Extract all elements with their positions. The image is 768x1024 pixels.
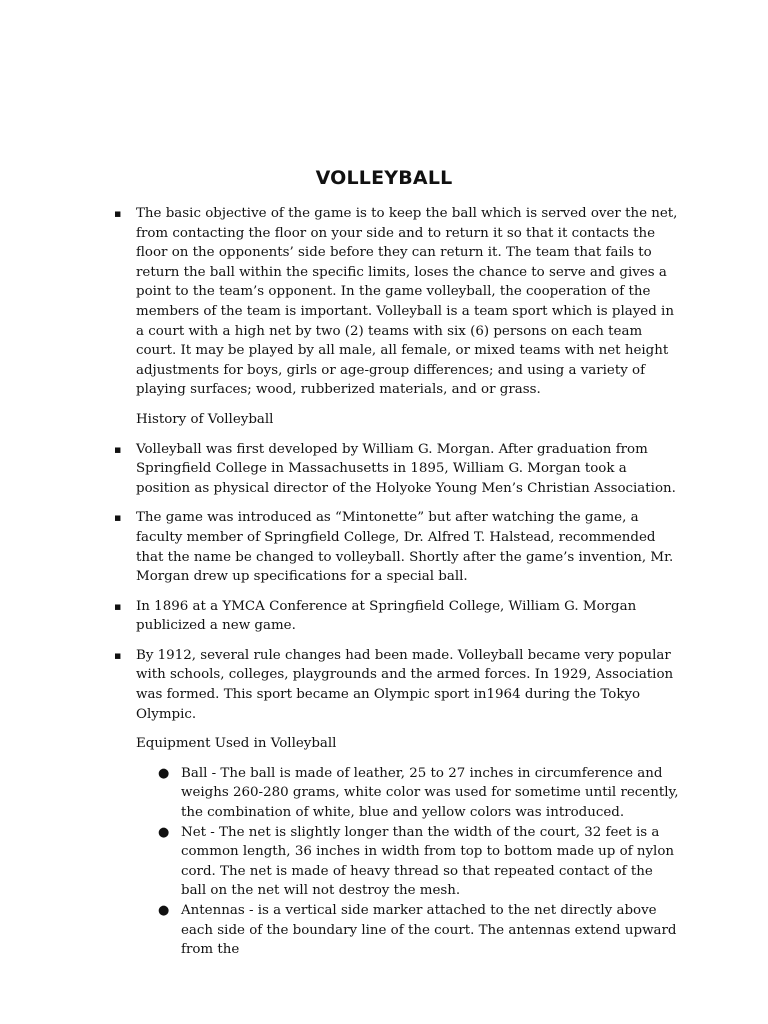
bullet-dot-icon: ● — [158, 824, 170, 840]
intro-paragraph — [114, 204, 680, 400]
history-heading: History of Volleyball — [136, 411, 274, 427]
history-item — [114, 440, 680, 499]
equipment-item-text: Net - The net is slightly longer than the width of the court, 32 feet is a common length, 36 inches in width from top to bottom made up of nylon cord. The net is made of heavy thread so that repeated contact of the ball on the net will not destroy the mesh. — [181, 824, 675, 899]
page-title: VOLLEYBALL — [315, 167, 453, 189]
equipment-item — [158, 764, 681, 823]
history-item-text: By 1912, several rule changes had been made. Volleyball became very popular with schools, colleges, playgrounds and the armed forces. In 1929, Association was formed. This sport became an Olympic sport in1964 during the Tokyo Olympic. — [136, 647, 674, 722]
equipment-item-text: Antennas - is a vertical side marker attached to the net directly above each side of the boundary line of the court. The antennas extend upward from the — [181, 903, 677, 958]
history-item-text: In 1896 at a YMCA Conference at Springfield College, William G. Morgan publicized a new game. — [136, 598, 637, 634]
bullet-square-icon: ▪ — [114, 648, 122, 662]
history-item — [114, 646, 680, 724]
equipment-heading: Equipment Used in Volleyball — [136, 736, 337, 752]
equipment-item — [158, 901, 681, 960]
bullet-square-icon: ▪ — [114, 599, 122, 613]
history-item-text: Volleyball was first developed by William G. Morgan. After graduation from Springfield College in Massachusetts in 1895, William G. Morgan took a position as physical director of the Holyoke Young Men’s Christian Association. — [136, 441, 676, 496]
equipment-item — [158, 823, 681, 901]
history-item — [114, 597, 680, 636]
bullet-square-icon: ▪ — [114, 207, 122, 220]
bullet-dot-icon: ● — [158, 765, 170, 781]
document-body — [0, 204, 768, 960]
history-item-text: The game was introduced as “Mintonette” but after watching the game, a faculty member of Springfield College, Dr. Alfred T. Halstead, recommended that the name be changed to volleyball. Shortly after the game’s invention, Mr. Morgan drew up specifications for a special ball. — [136, 510, 674, 585]
equipment-item-text: Ball - The ball is made of leather, 25 to 27 inches in circumference and weighs 260-280 grams, white color was used for sometime until recently, the combination of white, blue and yellow colors was introduced. — [181, 765, 679, 821]
bullet-square-icon: ▪ — [114, 442, 122, 456]
intro-text: The basic objective of the game is to keep the ball which is served over the net, from contacting the floor on your side and to return it so that it contacts the floor on the opponents’ side before they can return it. The team that fails to return the ball within the specific limits, loses the chance to serve and gives a point to the team’s opponent. In the game volleyball, the cooperation of the members of the team is important. Volleyball is a team sport which is played in a court with a high net by two (2) teams with six (6) persons on each team court. It may be played by all male, all female, or mixed teams with net height adjustments for boys, girls or age-group differences; and using a variety of playing surfaces; wood, rubberized materials, and or grass. — [136, 206, 678, 398]
bullet-dot-icon: ● — [158, 903, 170, 918]
history-item — [114, 508, 680, 586]
bullet-square-icon: ▪ — [114, 511, 122, 525]
